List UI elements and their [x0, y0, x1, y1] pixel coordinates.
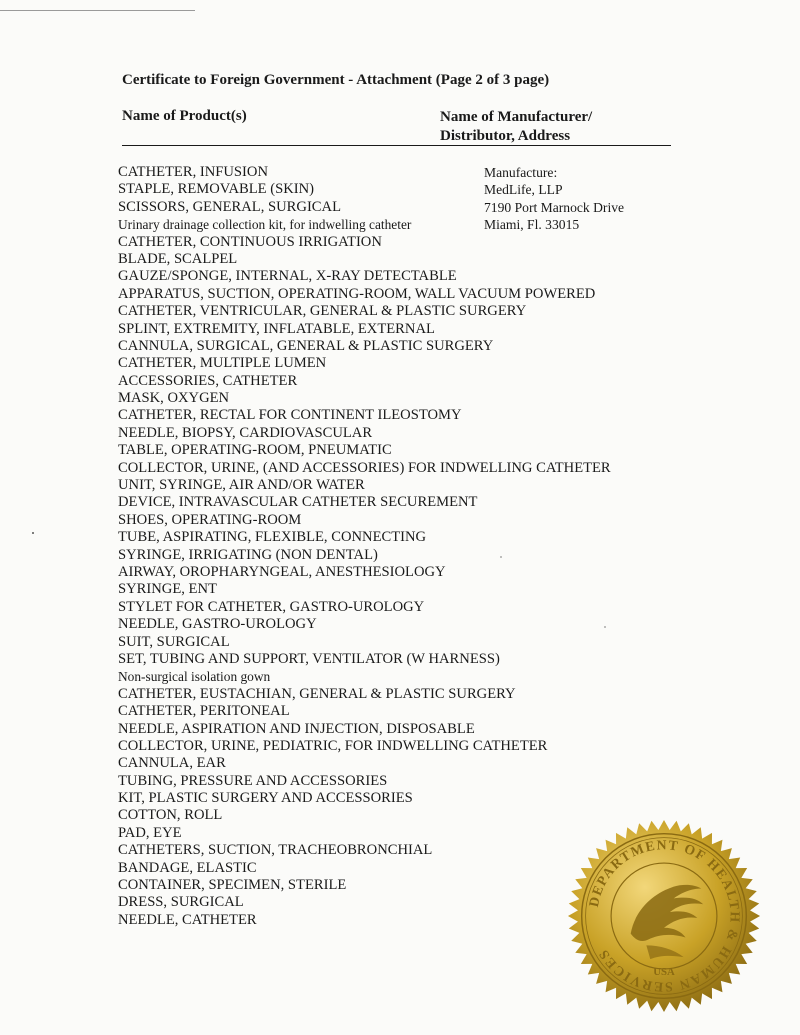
- manufacturer-name: MedLife, LLP: [484, 182, 563, 198]
- hhs-gold-seal: [566, 818, 762, 1014]
- product-item: CATHETER, RECTAL FOR CONTINENT ILEOSTOMY: [118, 407, 462, 424]
- product-item: CATHETER, PERITONEAL: [118, 703, 290, 720]
- product-item: SPLINT, EXTREMITY, INFLATABLE, EXTERNAL: [118, 320, 435, 337]
- product-item: NEEDLE, BIOPSY, CARDIOVASCULAR: [118, 424, 373, 441]
- column-header-products: Name of Product(s): [122, 108, 247, 124]
- scan-speck: [500, 556, 502, 558]
- product-item: NEEDLE, CATHETER: [118, 911, 257, 928]
- product-item: ACCESSORIES, CATHETER: [118, 372, 298, 389]
- product-item: CATHETER, EUSTACHIAN, GENERAL & PLASTIC SURGERY: [118, 685, 516, 702]
- seal-ring-text: DEPARTMENT OF HEALTH & HUMAN SERVICES: [585, 837, 743, 995]
- product-item: COLLECTOR, URINE, (AND ACCESSORIES) FOR INDWELLING CATHETER: [118, 459, 611, 476]
- column-header-manufacturer-line1: Name of Manufacturer/: [440, 109, 593, 125]
- scan-speck: [604, 626, 606, 628]
- product-item: APPARATUS, SUCTION, OPERATING-ROOM, WALL VACUUM POWERED: [118, 285, 596, 302]
- product-item: Non-surgical isolation gown: [118, 669, 271, 685]
- product-item: CONTAINER, SPECIMEN, STERILE: [118, 877, 347, 894]
- product-item: DEVICE, INTRAVASCULAR CATHETER SECUREMENT: [118, 494, 478, 511]
- manufacturer-street: 7190 Port Marnock Drive: [484, 199, 625, 215]
- product-item: NEEDLE, ASPIRATION AND INJECTION, DISPOSABLE: [118, 720, 475, 737]
- header-divider: [122, 145, 671, 146]
- product-item: CATHETER, VENTRICULAR, GENERAL & PLASTIC SURGERY: [118, 303, 527, 320]
- product-item: SCISSORS, GENERAL, SURGICAL: [118, 198, 341, 215]
- column-header-manufacturer: [440, 108, 592, 146]
- product-list: [118, 164, 611, 929]
- product-item: GAUZE/SPONGE, INTERNAL, X-RAY DETECTABLE: [118, 268, 457, 285]
- product-item: STYLET FOR CATHETER, GASTRO-UROLOGY: [118, 598, 425, 615]
- manufacturer-label: Manufacture:: [484, 165, 558, 180]
- product-item: BLADE, SCALPEL: [118, 250, 238, 267]
- product-item: CATHETER, INFUSION: [118, 164, 268, 180]
- product-item: KIT, PLASTIC SURGERY AND ACCESSORIES: [118, 790, 413, 807]
- product-item: COTTON, ROLL: [118, 807, 223, 824]
- product-item: UNIT, SYRINGE, AIR AND/OR WATER: [118, 477, 365, 494]
- product-item: MASK, OXYGEN: [118, 390, 230, 407]
- column-header-manufacturer-line2: Distributor, Address: [440, 128, 571, 144]
- page-title: Certificate to Foreign Government - Attachment (Page 2 of 3 page): [122, 72, 550, 88]
- product-item: COLLECTOR, URINE, PEDIATRIC, FOR INDWELLING CATHETER: [118, 737, 548, 754]
- product-item: Urinary drainage collection kit, for indwelling catheter: [118, 217, 412, 233]
- product-item: CATHETER, CONTINUOUS IRRIGATION: [118, 233, 382, 250]
- scan-speck: [32, 532, 34, 534]
- product-item: SUIT, SURGICAL: [118, 633, 230, 650]
- product-item: TUBING, PRESSURE AND ACCESSORIES: [118, 772, 388, 789]
- seal-country-text: USA: [653, 965, 675, 978]
- product-item: DRESS, SURGICAL: [118, 894, 244, 911]
- product-item: CANNULA, EAR: [118, 755, 226, 772]
- manufacturer-city: Miami, Fl. 33015: [484, 217, 580, 233]
- product-item: SHOES, OPERATING-ROOM: [118, 511, 302, 528]
- product-item: NEEDLE, GASTRO-UROLOGY: [118, 616, 317, 633]
- product-item: SYRINGE, ENT: [118, 581, 217, 598]
- product-item: PAD, EYE: [118, 824, 182, 841]
- scan-artifact-line: [0, 10, 195, 11]
- product-item: AIRWAY, OROPHARYNGEAL, ANESTHESIOLOGY: [118, 563, 446, 580]
- product-item: CATHETERS, SUCTION, TRACHEOBRONCHIAL: [118, 842, 433, 859]
- manufacturer-address: [484, 164, 624, 234]
- product-item: BANDAGE, ELASTIC: [118, 859, 257, 876]
- product-item: CANNULA, SURGICAL, GENERAL & PLASTIC SURGERY: [118, 337, 494, 354]
- product-item: STAPLE, REMOVABLE (SKIN): [118, 181, 314, 198]
- product-item: SET, TUBING AND SUPPORT, VENTILATOR (W HARNESS): [118, 650, 500, 667]
- product-item: TUBE, ASPIRATING, FLEXIBLE, CONNECTING: [118, 529, 427, 546]
- product-item: TABLE, OPERATING-ROOM, PNEUMATIC: [118, 442, 392, 459]
- product-item: CATHETER, MULTIPLE LUMEN: [118, 355, 327, 372]
- product-item: SYRINGE, IRRIGATING (NON DENTAL): [118, 546, 378, 563]
